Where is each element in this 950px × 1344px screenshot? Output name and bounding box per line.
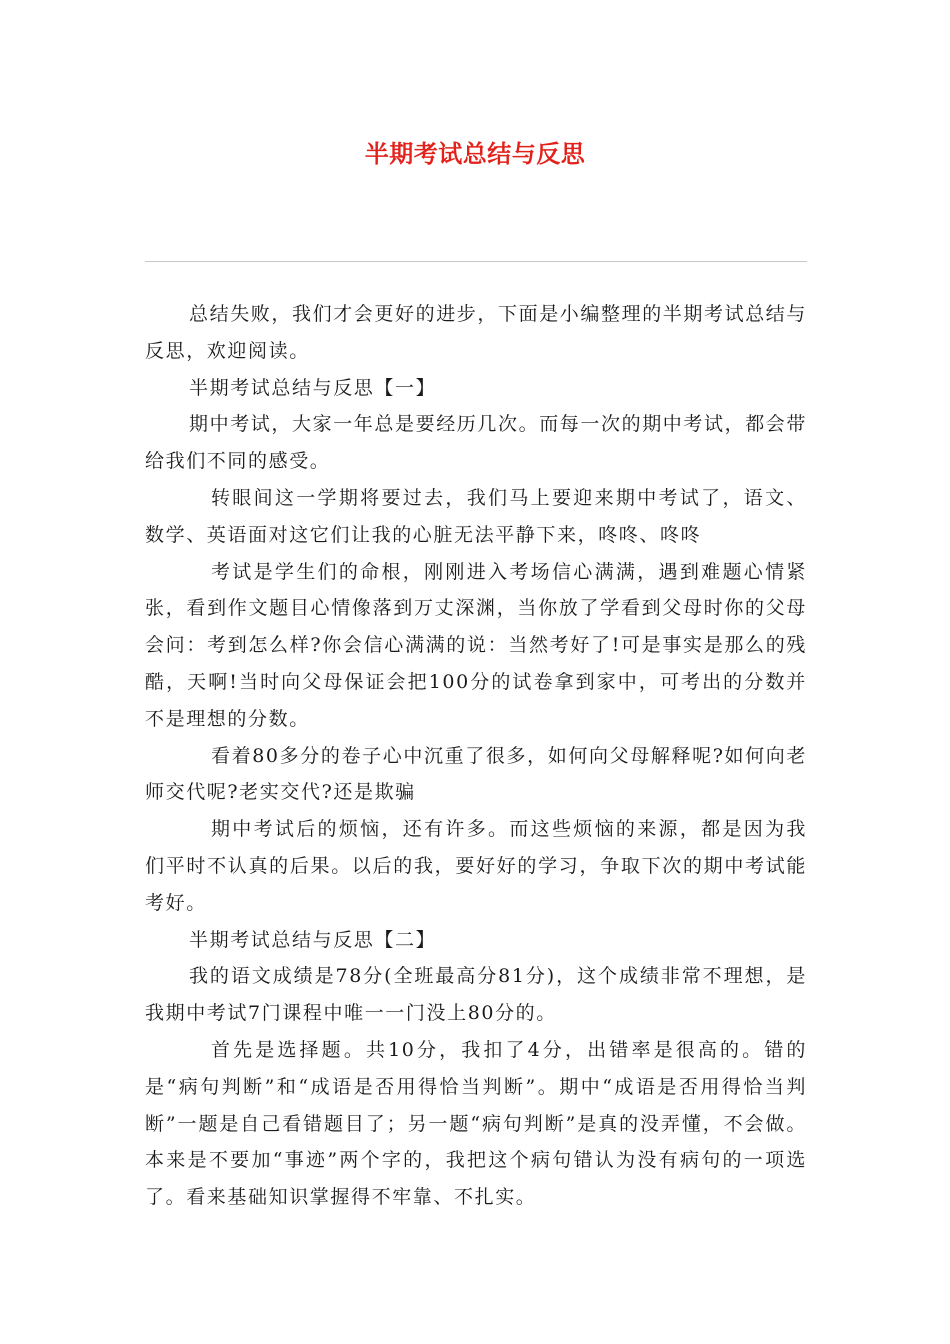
paragraph: 首先是选择题。共10分，我扣了4分，出错率是很高的。错的是“病句判断”和“成语是否用得恰当判断”。期中“成语是否用得恰当判断”一题是自己看错题目了；另一题“病句判断”是真的没弄懂，不会做。本来是不要加“事迹”两个字的，我把这个病句错认为没有病句的一项选了。看来基础知识掌握得不牢靠、不扎实。 — [145, 1038, 807, 1209]
title-divider — [145, 261, 807, 262]
paragraph: 我的语文成绩是78分(全班最高分81分)，这个成绩非常不理想，是我期中考试7门课程中唯一一门没上80分的。 — [145, 965, 807, 1025]
paragraph: 考试是学生们的命根，刚刚进入考场信心满满，遇到难题心情紧张，看到作文题目心情像落到万丈深渊，当你放了学看到父母时你的父母会问：考到怎么样?你会信心满满的说：当然考好了!可是事实是那么的残酷，天啊!当时向父母保证会把100分的试卷拿到家中，可考出的分数并不是理想的分数。 — [145, 560, 807, 730]
paragraph: 转眼间这一学期将要过去，我们马上要迎来期中考试了，语文、数学、英语面对这它们让我的心脏无法平静下来，咚咚、咚咚 — [145, 486, 807, 546]
paragraph: 期中考试后的烦恼，还有许多。而这些烦恼的来源，都是因为我们平时不认真的后果。以后的我，要好好的学习，争取下次的期中考试能考好。 — [145, 818, 807, 914]
document-body — [145, 296, 807, 1216]
document-title: 半期考试总结与反思 — [364, 140, 586, 168]
paragraph: 期中考试，大家一年总是要经历几次。而每一次的期中考试，都会带给我们不同的感受。 — [145, 413, 808, 473]
section-heading: 半期考试总结与反思【一】 — [189, 376, 437, 399]
section-heading: 半期考试总结与反思【二】 — [189, 928, 437, 951]
paragraph: 总结失败，我们才会更好的进步，下面是小编整理的半期考试总结与反思，欢迎阅读。 — [145, 303, 808, 362]
paragraph: 看着80多分的卷子心中沉重了很多，如何向父母解释呢?如何向老师交代呢?老实交代?还是欺骗 — [145, 744, 807, 804]
